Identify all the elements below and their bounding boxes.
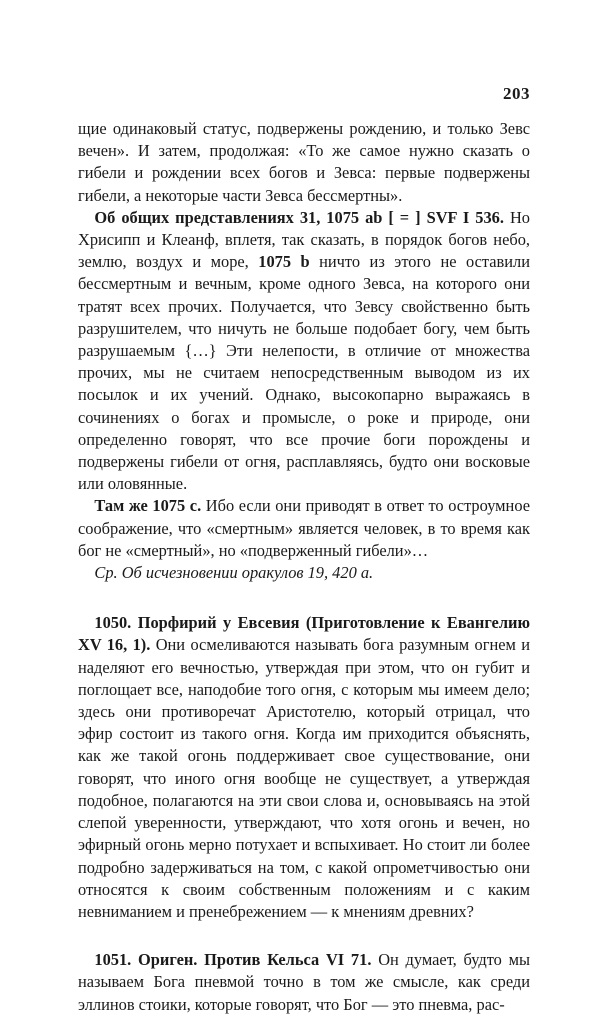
paragraph-1050 bbox=[78, 612, 530, 923]
page-body bbox=[78, 78, 530, 1016]
section-gap bbox=[78, 923, 530, 949]
inline-marker: 1075 b bbox=[258, 252, 310, 272]
text-block bbox=[78, 118, 530, 1016]
paragraph-text: Они осмеливаются называть бога разумным огнем и наделяют его вечностью, утверждая при этом, что он губит и поглощает все, наподобие того огня, с которым мы имеем дело; здесь они противоречат Аристотелю, который отрицал, что эфир состоит из такого огня. Когда им приходится объяснять, как же такой огонь поддерживает свое существование, они говорят, что иного огня вообще не существует, а утверждая подобное, полагаются на эти свои слова и, основываясь на этой слепой уверенности, утверждают, что хотя огонь и вечен, но эфирный огонь мерно потухает и вспыхивает. Но стоит ли более подробно задерживаться на том, с какой опрометчивостью они относятся к своим собственным положениям и с каким невниманием и пренебрежением — к мнениям древних? bbox=[78, 635, 531, 921]
paragraph-heading: 1051. Ориген. Против Кельса VI 71. bbox=[94, 950, 372, 970]
paragraph-text: Но Хрисипп и Клеанф, вплетя, так сказать, в порядок богов небо, землю, воздух и море, bbox=[78, 207, 530, 272]
section-gap bbox=[78, 584, 530, 612]
paragraph-heading: Там же 1075 c. bbox=[94, 496, 202, 516]
paragraph-heading: 1050. Порфирий у Евсевия (Приготовление к Евангелию XV 16, 1). bbox=[78, 613, 530, 655]
cross-reference bbox=[78, 562, 530, 584]
paragraph-text: Он думает, будто мы называем Бога пневмой точно в том же смысле, как среди эллинов стоики, которые говорят, что Бог — это пневма, рас- bbox=[78, 950, 530, 1014]
paragraph-heading: Об общих представлениях 31, 1075 ab [ = ] SVF I 536. bbox=[94, 207, 504, 227]
paragraph-text: ничто из этого не оставили бессмертным и вечным, кроме одного Зевса, на которого они тратят всех прочих. Получается, что Зевсу свойственно быть разрушителем, что ничуть не больше подобает богу, чем быть разрушаемым {…} Эти нелепости, в отличие от множества прочих, мы не считаем непосредственным выводом из их посылок и их учений. Однако, высокопарно выражаясь в сочинениях о богах и промысле, о роке и природе, они определенно говорят, что все прочие боги порождены и подвержены гибели от огня, расплавляясь, будто они восковые или оловянные. bbox=[78, 252, 530, 494]
paragraph-plutarch-31 bbox=[78, 207, 530, 496]
paragraph-text: Ибо если они приводят в ответ то остроумное соображение, что «смертным» является человек, в то время как бог не «смертный», но «подверженный гибели»… bbox=[78, 496, 530, 560]
paragraph-text: щие одинаковый статус, подвержены рождению, и только Зевс вечен». И затем, продолжая: «То же самое нужно сказать о гибели и рождении всех богов и Зевса: первые подвержены гибели, а некоторые части Зевса бессмертны». bbox=[78, 119, 530, 205]
paragraph-plutarch-1075c bbox=[78, 495, 530, 562]
paragraph-continuation bbox=[78, 118, 530, 207]
reference-text: Ср. Об исчезновении оракулов 19, 420 a. bbox=[94, 563, 374, 583]
paragraph-1051 bbox=[78, 949, 530, 1016]
page-number: 203 bbox=[503, 84, 530, 103]
